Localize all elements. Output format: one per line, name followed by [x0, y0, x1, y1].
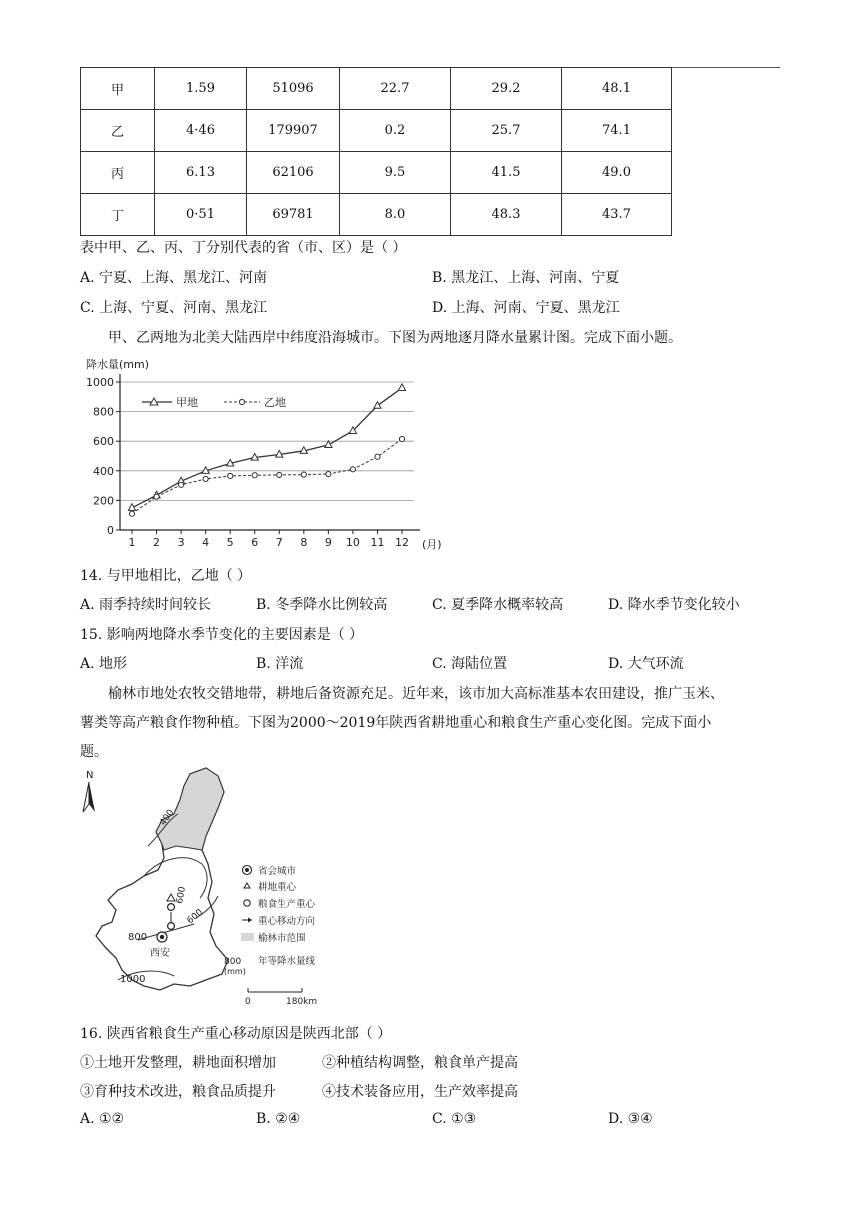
- data-point-yi: [203, 476, 208, 481]
- grain-center-icon: [168, 904, 175, 911]
- scale-start: 0: [245, 997, 251, 1007]
- legend-circle-icon: [244, 900, 250, 906]
- data-point-yi: [277, 472, 282, 477]
- isoline-label-600-b: 600: [185, 907, 206, 927]
- legend-triangle-icon: [244, 883, 250, 888]
- capital-city-dot: [160, 935, 164, 939]
- table-cell: 48.1: [562, 68, 672, 110]
- data-point-yi: [154, 494, 159, 499]
- q16-statement-1: ①土地开发整理，耕地面积增加: [80, 1055, 276, 1071]
- legend-label-jia: 甲地: [176, 396, 198, 409]
- isoline-label-600-a: 600: [175, 885, 188, 905]
- table-cell: 48.3: [451, 194, 562, 236]
- q16-statement-4: ④技术装备应用，生产效率提高: [322, 1084, 518, 1100]
- table-cell: 69781: [247, 194, 340, 236]
- x-tick-label: 2: [153, 536, 161, 549]
- q16-option-c[interactable]: C. ①③: [432, 1111, 477, 1127]
- y-tick-label: 600: [93, 435, 114, 449]
- legend-label-isoline: 年等降水量线: [258, 956, 316, 967]
- data-point-yi: [326, 471, 331, 476]
- header-rule: [668, 67, 780, 68]
- q14-option-d[interactable]: D. 降水季节变化较小: [608, 597, 740, 613]
- intro-yulin-line1: 榆林市地处农牧交错地带，耕地后备资源充足。近年来，该市加大高标准基本农田建设，推广玉米、: [108, 686, 724, 702]
- table-row: [81, 68, 672, 110]
- q15-option-b[interactable]: B. 洋流: [256, 656, 304, 672]
- table-cell: 43.7: [562, 194, 672, 236]
- data-point-yi: [129, 511, 134, 516]
- data-point-yi: [350, 467, 355, 472]
- table-cell: 0·51: [155, 194, 247, 236]
- table-cell: 丁: [81, 194, 155, 236]
- north-label: N: [86, 770, 94, 781]
- table-cell: 1.59: [155, 68, 247, 110]
- scale-end: 180km: [286, 997, 318, 1007]
- q15-option-c[interactable]: C. 海陆位置: [432, 656, 508, 672]
- x-tick-label: 10: [345, 536, 360, 549]
- legend-label-grain: 粮食生产重心: [258, 899, 316, 910]
- q16-stem: 16. 陕西省粮食生产重心移动原因是陕西北部（ ）: [80, 1026, 392, 1042]
- table-cell: 29.2: [451, 68, 562, 110]
- x-tick-label: 12: [395, 536, 409, 549]
- data-point-yi: [399, 436, 404, 441]
- table-row: [81, 152, 672, 194]
- table-cell: 62106: [247, 152, 340, 194]
- isoline-label-800: 800: [128, 932, 148, 943]
- table-cell: 25.7: [451, 110, 562, 152]
- x-tick-label: 1: [128, 536, 136, 549]
- data-point-yi: [375, 454, 380, 459]
- table-cell: 49.0: [562, 152, 672, 194]
- q16-option-d[interactable]: D. ③④: [608, 1111, 653, 1127]
- q13-stem: 表中甲、乙、丙、丁分别代表的省（市、区）是（ ）: [80, 240, 407, 256]
- table-cell: 8.0: [340, 194, 451, 236]
- q16-statement-3: ③育种技术改进，粮食品质提升: [80, 1084, 276, 1100]
- q13-option-a[interactable]: A. 宁夏、上海、黑龙江、河南: [80, 270, 268, 286]
- x-tick-label: 5: [226, 536, 234, 549]
- legend-marker-yi: [239, 399, 244, 404]
- table-cell: 4·46: [155, 110, 247, 152]
- data-point-yi: [301, 472, 306, 477]
- table-cell: 22.7: [340, 68, 451, 110]
- table-cell: 6.13: [155, 152, 247, 194]
- x-tick-label: 8: [300, 536, 308, 549]
- city-label-xian: 西安: [150, 948, 170, 959]
- isoline-label-800-edge: 800: [224, 957, 242, 967]
- x-tick-label: 7: [275, 536, 283, 549]
- q13-option-c[interactable]: C. 上海、宁夏、河南、黑龙江: [80, 300, 268, 316]
- q15-stem: 15. 影响两地降水季节变化的主要因素是（ ）: [80, 627, 364, 643]
- q16-option-b[interactable]: B. ②④: [256, 1111, 301, 1127]
- legend-label-yi: 乙地: [264, 396, 286, 409]
- isoline-label-400: 400: [158, 807, 177, 828]
- table-cell: 0.2: [340, 110, 451, 152]
- table-cell: 9.5: [340, 152, 451, 194]
- north-arrow-icon: [83, 782, 89, 812]
- table-cell: 41.5: [451, 152, 562, 194]
- q14-option-b[interactable]: B. 冬季降水比例较高: [256, 597, 388, 613]
- isoline-unit: (mm): [224, 967, 246, 976]
- y-tick-label: 1000: [86, 376, 114, 389]
- q13-option-b[interactable]: B. 黑龙江、上海、河南、宁夏: [432, 270, 620, 286]
- table-cell: 甲: [81, 68, 155, 110]
- grain-center-icon-2: [168, 923, 175, 930]
- q14-option-c[interactable]: C. 夏季降水概率较高: [432, 597, 564, 613]
- shaanxi-map: [78, 764, 358, 1014]
- y-tick-label: 0: [107, 524, 114, 537]
- isoline-label-1000: 1000: [120, 974, 146, 985]
- legend-label-capital: 省会城市: [258, 866, 297, 877]
- intro-yulin-line2: 薯类等高产粮食作物种植。下图为2000～2019年陕西省耕地重心和粮食生产重心变化图。完成下面小: [80, 715, 712, 731]
- q13-option-d[interactable]: D. 上海、河南、宁夏、黑龙江: [432, 300, 620, 316]
- intro-precip: 甲、乙两地为北美大陆西岸中纬度沿海城市。下图为两地逐月降水量累计图。完成下面小题。: [108, 330, 682, 346]
- x-axis-unit: (月): [422, 538, 442, 551]
- table-row: [81, 194, 672, 236]
- q14-stem: 14. 与甲地相比，乙地（ ）: [80, 568, 252, 584]
- table-cell: 179907: [247, 110, 340, 152]
- x-tick-label: 3: [177, 536, 185, 549]
- data-point-yi: [252, 473, 257, 478]
- legend-label-yulin: 榆林市范围: [258, 933, 306, 944]
- intro-yulin-line3: 题。: [80, 744, 108, 760]
- x-tick-label: 6: [251, 536, 259, 549]
- y-axis-label: 降水量(mm): [86, 358, 150, 371]
- x-tick-label: 9: [324, 536, 332, 549]
- table-cell: 51096: [247, 68, 340, 110]
- map-legend: [241, 865, 316, 967]
- legend-gray-swatch: [241, 933, 254, 941]
- table-cell: 丙: [81, 152, 155, 194]
- q15-option-d[interactable]: D. 大气环流: [608, 656, 684, 672]
- table-row: [81, 110, 672, 152]
- series-line-yi: [132, 439, 402, 514]
- x-tick-label: 4: [202, 536, 210, 549]
- x-tick-label: 11: [370, 536, 385, 549]
- legend-label-farmland: 耕地重心: [258, 882, 297, 893]
- y-tick-label: 800: [93, 405, 114, 419]
- y-tick-label: 400: [93, 464, 114, 478]
- table-cell: 74.1: [562, 110, 672, 152]
- y-tick-label: 200: [93, 494, 114, 508]
- q16-statement-2: ②种植结构调整，粮食单产提高: [322, 1055, 518, 1071]
- north-arrow-icon-fill: [89, 782, 95, 812]
- data-point-yi: [228, 473, 233, 478]
- table-cell: 乙: [81, 110, 155, 152]
- data-point-yi: [178, 482, 183, 487]
- precipitation-chart: [84, 354, 454, 554]
- q16-option-a[interactable]: A. ①②: [80, 1111, 125, 1127]
- q14-option-a[interactable]: A. 雨季持续时间较长: [80, 597, 212, 613]
- data-point-jia: [398, 384, 405, 391]
- legend-label-direction: 重心移动方向: [258, 916, 316, 927]
- q15-option-a[interactable]: A. 地形: [80, 656, 128, 672]
- data-table: [80, 67, 672, 236]
- data-point-jia: [374, 402, 381, 409]
